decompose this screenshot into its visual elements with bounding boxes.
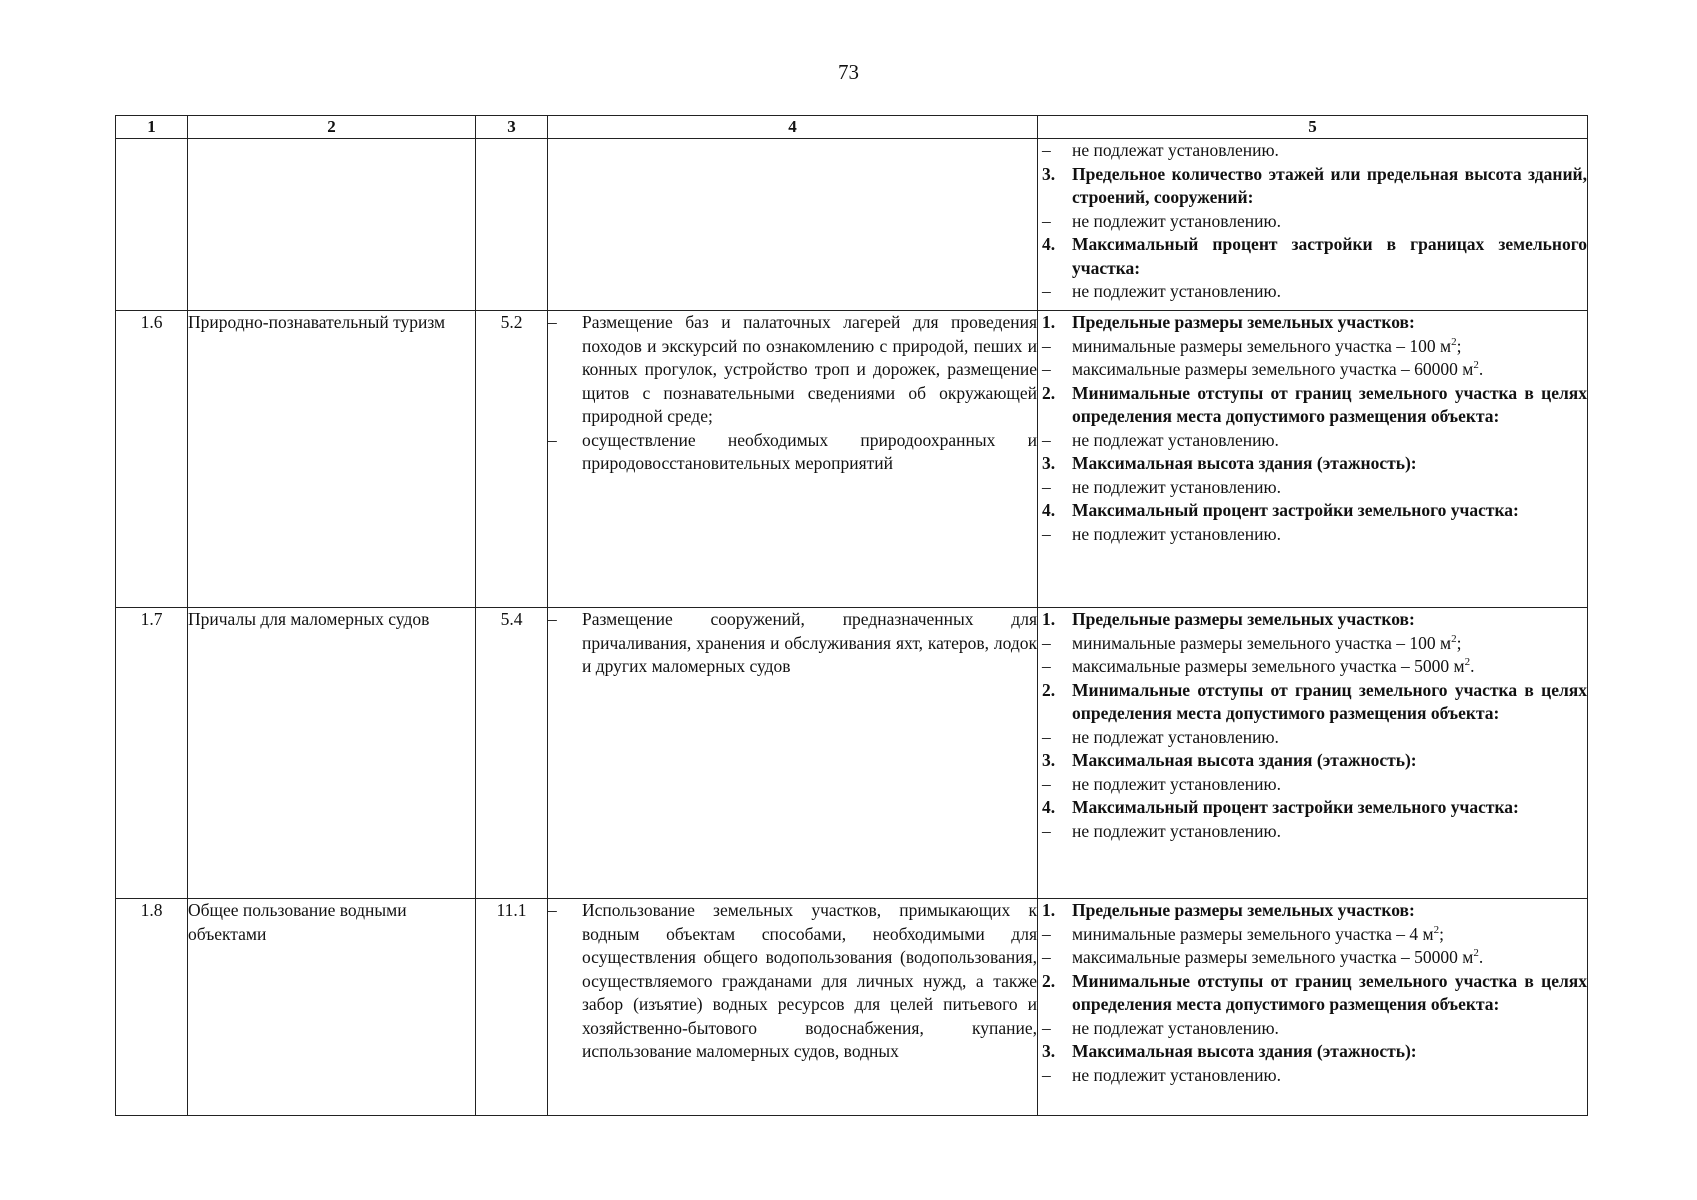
parameter-heading <box>1038 163 1587 210</box>
parameter-text-main: максимальные размеры земельного участка – 50000 м <box>1072 947 1474 967</box>
parameter-text-main: Максимальный процент застройки в границах земельного участка: <box>1072 234 1587 278</box>
parameter-text-tail: . <box>1478 359 1484 379</box>
parameter-value <box>1038 139 1587 163</box>
parameter-marker: 2. <box>1042 970 1056 991</box>
superscript: 2 <box>1451 632 1457 645</box>
header-cell-4: 4 <box>548 116 1038 139</box>
header-cell-2: 2 <box>188 116 476 139</box>
parameter-marker: – <box>1042 656 1051 676</box>
parameter-text-tail: ; <box>1456 632 1462 653</box>
header-cell-1: 1 <box>116 116 188 139</box>
parameter-marker: 1. <box>1042 609 1056 629</box>
parameter-marker: – <box>1042 281 1051 301</box>
superscript: 2 <box>1473 359 1479 372</box>
parameter-value <box>1038 523 1587 547</box>
parameter-text <box>1072 139 1587 163</box>
parameter-marker: – <box>1042 820 1051 841</box>
parameter-text-tail: . <box>1470 656 1475 676</box>
parameters-cell <box>1038 608 1588 899</box>
parameter-value <box>1038 773 1587 797</box>
parameter-text <box>1072 655 1587 679</box>
parameter-text <box>1072 335 1587 359</box>
parameter-marker: – <box>1042 773 1051 794</box>
parameter-text <box>1072 970 1587 1017</box>
parameter-heading <box>1038 608 1587 632</box>
parameter-text <box>1072 523 1587 547</box>
parameter-marker: 1. <box>1042 900 1056 920</box>
land-use-description <box>548 311 1038 608</box>
dash-marker: – <box>548 609 557 629</box>
parameter-text-main: не подлежит установлению. <box>1072 523 1281 544</box>
parameter-text <box>1072 749 1587 773</box>
parameter-text <box>1072 382 1587 429</box>
land-use-code <box>476 139 548 311</box>
parameter-heading <box>1038 499 1587 523</box>
parameter-text <box>1072 923 1587 947</box>
parameter-heading <box>1038 1040 1587 1064</box>
parameter-text-main: не подлежит установлению. <box>1072 1064 1281 1085</box>
parameter-text <box>1072 311 1587 335</box>
parameter-text <box>1072 632 1587 656</box>
parameter-text-main: не подлежит установлению. <box>1072 281 1281 301</box>
parameter-marker: 4. <box>1042 500 1056 520</box>
parameter-value <box>1038 946 1587 970</box>
parameter-text-main: минимальные размеры земельного участка – 100 м <box>1072 632 1452 653</box>
parameter-text <box>1072 679 1587 726</box>
parameter-text-main: не подлежит установлению. <box>1072 476 1281 497</box>
parameter-text-tail: . <box>1478 947 1484 967</box>
row-number: 1.6 <box>116 311 188 608</box>
parameter-text-main: Предельные размеры земельных участков: <box>1072 900 1415 920</box>
parameter-text-main: Предельные размеры земельных участков: <box>1072 312 1415 332</box>
parameter-value <box>1038 476 1587 500</box>
parameter-text <box>1072 1040 1587 1064</box>
parameter-text-main: Максимальная высота здания (этажность): <box>1072 1041 1417 1061</box>
parameter-text-main: Предельное количество этажей или предельная высота зданий, строений, сооружений: <box>1072 163 1587 207</box>
parameter-marker: – <box>1042 632 1051 653</box>
parameter-text-main: Максимальный процент застройки земельного участка: <box>1072 500 1519 520</box>
parameter-text <box>1072 280 1587 304</box>
parameter-heading <box>1038 679 1587 726</box>
land-use-name: Природно-познавательный туризм <box>188 311 476 608</box>
parameter-text-main: не подлежит установлению. <box>1072 210 1281 231</box>
description-item <box>548 899 1037 1064</box>
parameter-heading <box>1038 749 1587 773</box>
parameter-text-main: максимальные размеры земельного участка – 60000 м <box>1072 359 1474 379</box>
parameter-marker: 3. <box>1042 163 1056 184</box>
parameter-text-main: Максимальная высота здания (этажность): <box>1072 750 1417 770</box>
page-number: 73 <box>838 60 859 84</box>
land-use-name: Причалы для маломерных судов <box>188 608 476 899</box>
parameter-text-main: Максимальный процент застройки земельного участка: <box>1072 797 1519 817</box>
parameter-marker: 2. <box>1042 679 1056 700</box>
row-number: 1.7 <box>116 608 188 899</box>
parameter-text-tail: ; <box>1456 335 1462 356</box>
parameter-text <box>1072 946 1587 970</box>
parameter-value <box>1038 210 1587 234</box>
parameter-marker: – <box>1042 726 1051 747</box>
parameter-value <box>1038 632 1587 656</box>
superscript: 2 <box>1433 923 1440 936</box>
parameter-heading <box>1038 970 1587 1017</box>
parameter-heading <box>1038 796 1587 820</box>
parameter-marker: – <box>1042 523 1051 544</box>
description-text: Размещение баз и палаточных лагерей для проведения походов и экскурсий по ознакомлению с природой, пеших и конных прогулок, устройство троп и дорожек, размещение щитов с познавательными сведениями об окружающей природной среде; <box>582 312 1037 426</box>
parameter-heading <box>1038 899 1587 923</box>
table-row <box>116 608 1588 899</box>
parameter-marker: – <box>1042 429 1051 450</box>
parameter-text-main: не подлежат установлению. <box>1072 726 1279 747</box>
land-use-name: Общее пользование водными объектами <box>188 899 476 1116</box>
description-item <box>548 311 1037 429</box>
parameter-text-main: максимальные размеры земельного участка – 5000 м <box>1072 656 1465 676</box>
parameter-value <box>1038 655 1587 679</box>
parameter-text <box>1072 452 1587 476</box>
parameter-text <box>1072 1017 1587 1041</box>
parameter-marker: 1. <box>1042 312 1056 332</box>
parameter-text <box>1072 210 1587 234</box>
parameter-text <box>1072 499 1587 523</box>
parameter-marker: – <box>1042 1064 1051 1085</box>
parameter-heading <box>1038 233 1587 280</box>
parameter-text <box>1072 1064 1587 1088</box>
parameter-value <box>1038 335 1587 359</box>
parameter-marker: – <box>1042 923 1051 944</box>
dash-marker: – <box>548 900 557 920</box>
parameter-text-main: не подлежат установлению. <box>1072 140 1279 160</box>
parameter-text-main: не подлежит установлению. <box>1072 773 1281 794</box>
parameter-text-main: минимальные размеры земельного участка – 4 м <box>1072 923 1434 944</box>
parameter-text-main: Минимальные отступы от границ земельного участка в целях определения места допустимого размещения объекта: <box>1072 382 1587 426</box>
table-row <box>116 311 1588 608</box>
row-number: 1.8 <box>116 899 188 1116</box>
parameter-marker: 4. <box>1042 797 1056 817</box>
parameter-marker: 3. <box>1042 750 1056 770</box>
parameter-text-main: не подлежит установлению. <box>1072 820 1281 841</box>
parameter-text <box>1072 773 1587 797</box>
parameter-marker: 4. <box>1042 234 1056 254</box>
description-text: Размещение сооружений, предназначенных для причаливания, хранения и обслуживания яхт, катеров, лодок и других маломерных судов <box>582 609 1037 676</box>
parameters-cell <box>1038 139 1588 311</box>
row-number <box>116 139 188 311</box>
parameter-text <box>1072 820 1587 844</box>
parameter-marker: – <box>1042 335 1051 356</box>
header-cell-3: 3 <box>476 116 548 139</box>
parameter-value <box>1038 1017 1587 1041</box>
parameter-text <box>1072 163 1587 210</box>
parameter-text-tail: ; <box>1439 923 1444 944</box>
parameter-text <box>1072 233 1587 280</box>
parameter-value <box>1038 358 1587 382</box>
parameter-text <box>1072 726 1587 750</box>
parameter-marker: 3. <box>1042 1041 1056 1061</box>
land-use-description <box>548 139 1038 311</box>
regulations-table <box>115 115 1588 1116</box>
parameter-marker: – <box>1042 210 1051 231</box>
header-cell-5: 5 <box>1038 116 1588 139</box>
parameter-text-main: не подлежат установлению. <box>1072 1017 1279 1038</box>
parameter-heading <box>1038 382 1587 429</box>
parameter-value <box>1038 726 1587 750</box>
parameter-marker: – <box>1042 140 1051 160</box>
parameters-cell <box>1038 311 1588 608</box>
parameter-text <box>1072 358 1587 382</box>
parameter-marker: – <box>1042 947 1051 967</box>
parameter-value <box>1038 280 1587 304</box>
parameter-text <box>1072 899 1587 923</box>
superscript: 2 <box>1451 335 1457 348</box>
description-item <box>548 608 1037 679</box>
parameter-marker: – <box>1042 476 1051 497</box>
superscript: 2 <box>1473 947 1479 960</box>
description-text: осуществление необходимых природоохранных и природовосстановительных мероприятий <box>582 429 1037 473</box>
parameter-value <box>1038 429 1587 453</box>
dash-marker: – <box>548 312 557 332</box>
header-row <box>116 116 1588 139</box>
land-use-description <box>548 608 1038 899</box>
parameter-text-main: не подлежат установлению. <box>1072 429 1279 450</box>
parameter-text-main: Минимальные отступы от границ земельного участка в целях определения места допустимого размещения объекта: <box>1072 970 1587 1014</box>
parameter-text <box>1072 796 1587 820</box>
parameter-marker: 3. <box>1042 453 1056 473</box>
land-use-description <box>548 899 1038 1116</box>
land-use-name <box>188 139 476 311</box>
parameter-marker: 2. <box>1042 382 1056 403</box>
parameter-heading <box>1038 311 1587 335</box>
superscript: 2 <box>1464 656 1471 669</box>
parameter-text <box>1072 608 1587 632</box>
table-row <box>116 899 1588 1116</box>
parameter-text-main: Максимальная высота здания (этажность): <box>1072 453 1417 473</box>
parameter-marker: – <box>1042 359 1051 379</box>
table-row <box>116 139 1588 311</box>
parameters-cell <box>1038 899 1588 1116</box>
parameter-heading <box>1038 452 1587 476</box>
parameter-marker: – <box>1042 1017 1051 1038</box>
parameter-value <box>1038 923 1587 947</box>
parameter-text-main: минимальные размеры земельного участка – 100 м <box>1072 335 1452 356</box>
parameter-text-main: Предельные размеры земельных участков: <box>1072 609 1415 629</box>
parameter-text <box>1072 429 1587 453</box>
description-item <box>548 429 1037 476</box>
land-use-code: 5.4 <box>476 608 548 899</box>
dash-marker: – <box>548 429 557 450</box>
parameter-value <box>1038 820 1587 844</box>
land-use-code: 5.2 <box>476 311 548 608</box>
land-use-code: 11.1 <box>476 899 548 1116</box>
parameter-value <box>1038 1064 1587 1088</box>
description-text: Использование земельных участков, примыкающих к водным объектам способами, необходимыми для осуществления общего водопользования (водопользования, осуществляемого гражданами для личных нужд, а также забор (изъятие) водных ресурсов для целей питьевого и хозяйственно-бытового водоснабжения, купание, использование маломерных судов, водных <box>582 900 1037 1061</box>
parameter-text <box>1072 476 1587 500</box>
parameter-text-main: Минимальные отступы от границ земельного участка в целях определения места допустимого размещения объекта: <box>1072 679 1587 723</box>
